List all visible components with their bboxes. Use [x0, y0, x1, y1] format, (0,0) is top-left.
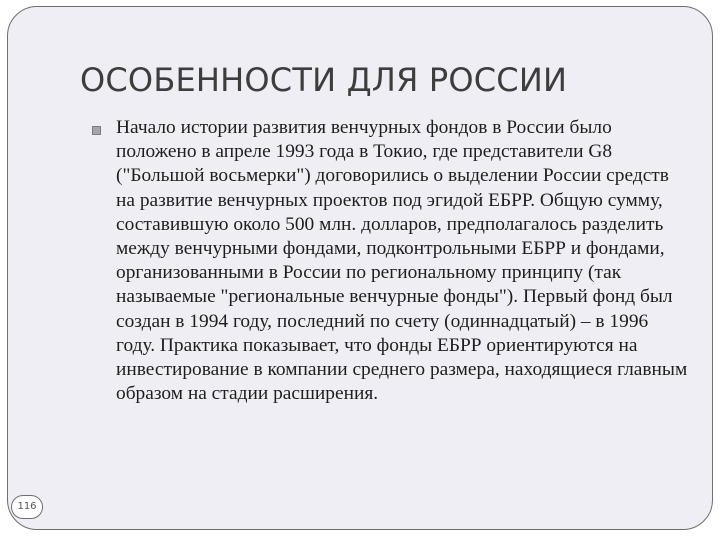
bullet-text: Начало истории развития венчурных фондов в России было положено в апреле 1993 года в Токио, где представители G8 ("Большой восьмерки") договорились о выделении России средств на развитие венчурных проектов под эгидой ЕБРР. Общую сумму, составившую около 500 млн. долларов, предполагалось разделить между венчурными фондами, подконтрольными ЕБРР и фондами, организованными в России по региональному принципу (так называемые "региональные венчурные фонды"). Первый фонд был создан в 1994 году, последний по счету (одиннадцатый) – в 1996 году. Практика показывает, что фонды ЕБРР ориентируются на инвестирование в компании среднего размера, находящиеся главным образом на стадии расширения.: [116, 117, 688, 405]
page-number: 116: [11, 495, 43, 519]
slide-title: ОСОБЕННОСТИ ДЛЯ РОССИИ: [80, 61, 568, 99]
bullet-item: [88, 116, 688, 406]
square-bullet-icon: [92, 126, 101, 135]
bullet-list: [88, 116, 688, 406]
